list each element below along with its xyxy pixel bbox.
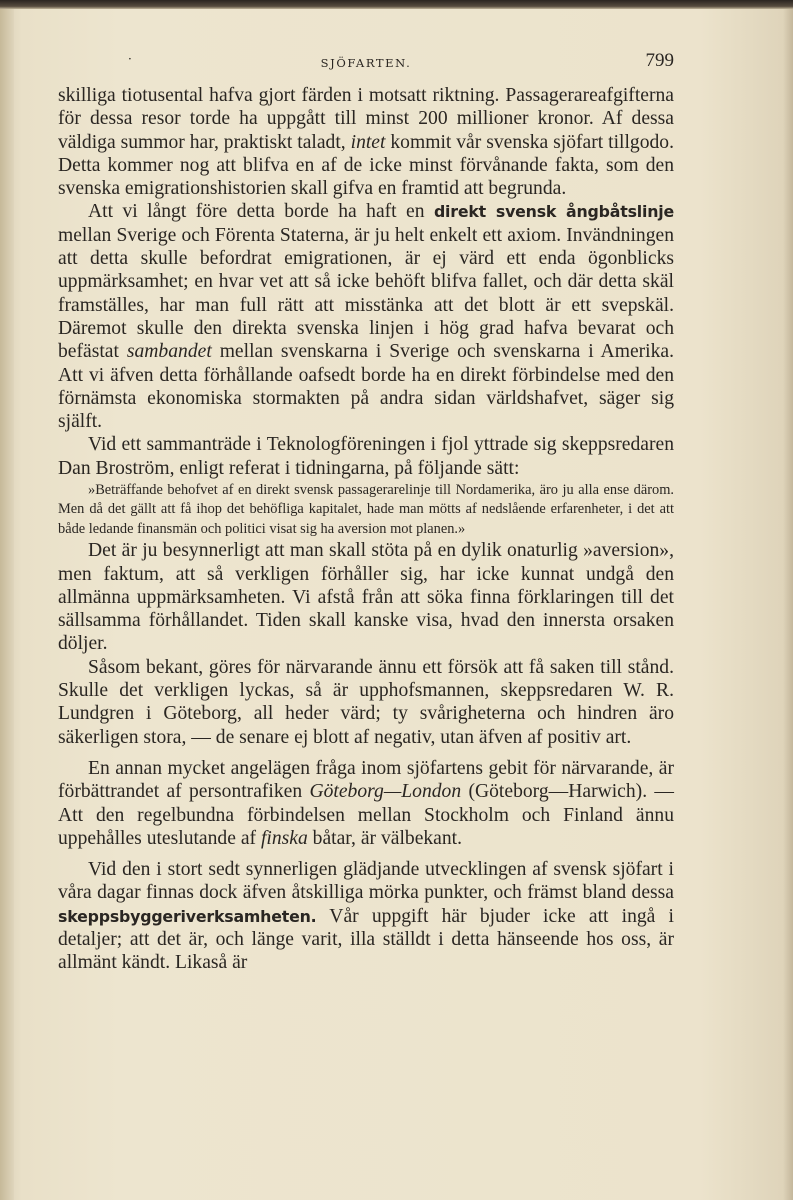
paragraph-6: En annan mycket angelägen fråga inom sjöfartens gebit för närvarande, är förbättrandet af persontrafiken Göteborg—London (Göteborg—Harwich). — Att den regelbundna förbindelsen mellan Stockholm och Finland ännu uppehålles uteslutande af finska båtar, är välbekant. <box>58 757 674 849</box>
emphasis-finska: finska <box>260 827 308 849</box>
bold-skeppsbyggeri: skeppsbyggeriverksamheten. <box>58 906 317 926</box>
chapter-title: SJÖFARTEN. <box>320 56 412 70</box>
paragraph-7: Vid den i stort sedt synnerligen glädjande utvecklingen af svensk sjöfart i våra dagar finnas dock äfven åtskilliga mörka punkter, och främst bland dessa skeppsbyggeriverksamheten. Vår uppgift här bjuder icke att ingå i detaljer; att det är, och länge varit, illa ställdt i detta hänseende hos oss, är allmänt kändt. Likaså är <box>58 859 674 974</box>
paragraph-2: Att vi långt före detta borde ha haft en direkt svensk ångbåtslinje mellan Sverige och Förenta Staterna, är ju helt enkelt ett axiom. Invändningen att detta skulle befordrat emigrationen, är ej värd ett enda ögonblicks uppmärksamhet; en hvar vet att så icke behöft blifva fallet, och där detta skäl framställes, har man full rätt att misstänka att det blott är ett svepskäl. Däremot skulle den direkta svenska linjen i hög grad hafva bevarat och befästat sambandet mellan svenskarna i Sverige och svenskarna i Amerika. Att vi äfven detta förhållande oafsedt borde ha en direkt förbindelse med den förnämsta ekonomiska stormakten på andra sidan världshafvet, säger sig själft. <box>58 201 674 433</box>
paragraph-1: skilliga tiotusental hafva gjort färden i motsatt riktning. Passagerareafgifterna för dessa resor torde ha uppgått till minst 200 millioner kronor. Af dessa väldiga summor har, praktiskt taladt, intet kommit vår svenska sjöfart tillgodo. Detta kommer nog att blifva en af de icke minst förvånande fakta, som den svenska emigrationshistorien skall gifva en framtid att begrunda. <box>58 85 674 200</box>
scan-top-edge <box>0 0 793 9</box>
page-gutter <box>0 9 14 1200</box>
page-right-edge <box>783 9 793 1200</box>
paragraph-4: Det är ju besynnerligt att man skall stöta på en dylik onaturlig »aversion», men faktum, att så verkligen förhåller sig, har icke kunnat undgå den allmänna uppmärksamheten. Vi afstå från att söka finna förklaringen till det sällsamma förhållandet. Tiden skall kanske visa, hvad den innersta orsaken döljer. <box>58 540 674 655</box>
header-dot: · <box>128 52 132 66</box>
paragraph-3: Vid ett sammanträde i Teknologföreningen i fjol yttrade sig skeppsredaren Dan Broström, enligt referat i tidningarna, på följande sätt: <box>58 434 674 479</box>
running-head <box>58 50 674 72</box>
paragraph-5: Såsom bekant, göres för närvarande ännu ett försök att få saken till stånd. Skulle det verkligen lyckas, så är upphofsmannen, skeppsredaren W. R. Lundgren i Göteborg, all heder värd; ty svårigheterna och hindren äro säkerligen stora, — de senare ej blott af negativ, utan äfven af positiv art. <box>58 656 674 748</box>
emphasis-sambandet: sambandet <box>126 341 212 363</box>
block-quote: »Beträffande behofvet af en direkt svensk passagerarelinje till Nordamerika, äro ju alla ense därom. Men då det gällt att få ihop det behöfliga kapitalet, hade man mötts af nedslående erfarenheter, i det att både ledande finansmän och politici visat sig ha aversion mot planen.» <box>58 482 674 537</box>
emphasis-intet: intet <box>350 131 386 153</box>
bold-direkt-linje: direkt svensk ångbåtslinje <box>433 202 674 222</box>
body-text <box>58 84 674 975</box>
emphasis-goteborg-london: Göteborg—London <box>309 781 462 803</box>
page-number: 799 <box>645 50 674 71</box>
